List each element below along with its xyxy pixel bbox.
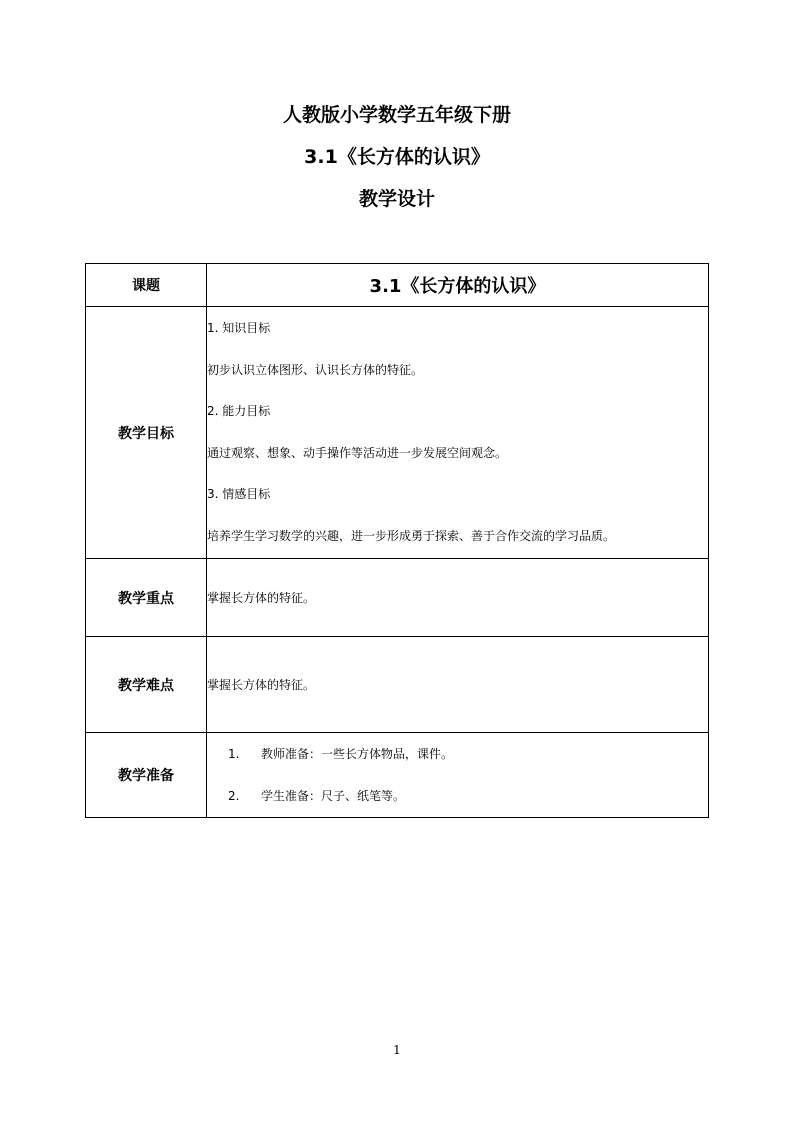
table-row-preparation xyxy=(86,733,709,818)
preparation-cell xyxy=(207,733,709,818)
list-item xyxy=(207,775,708,817)
prep-item-text: 学生准备：尺子、纸笔等。 xyxy=(261,789,406,803)
table-row-goals xyxy=(86,307,709,559)
difficulty-value: 掌握长方体的特征。 xyxy=(207,678,316,692)
key-points-label: 教学重点 xyxy=(86,559,207,637)
document-title-block xyxy=(0,106,794,232)
key-points-value: 掌握长方体的特征。 xyxy=(207,591,316,605)
title-design: 教学设计 xyxy=(358,188,435,210)
table-row-difficulty xyxy=(86,637,709,733)
prep-item-number: 2. xyxy=(228,789,240,803)
goal-emotion-heading: 3. 情感目标 xyxy=(207,487,271,501)
page-number: 1 xyxy=(393,1043,401,1057)
goals-cell xyxy=(207,307,709,559)
goal-knowledge-heading: 1. 知识目标 xyxy=(207,321,271,335)
title-lesson: 3.1《长方体的认识》 xyxy=(304,146,490,168)
list-item xyxy=(207,733,708,775)
key-points-cell xyxy=(207,559,709,637)
preparation-label: 教学准备 xyxy=(86,733,207,818)
topic-cell xyxy=(207,264,709,307)
difficulty-cell xyxy=(207,637,709,733)
goals-label: 教学目标 xyxy=(86,307,207,559)
topic-value: 3.1《长方体的认识》 xyxy=(369,276,546,297)
goal-emotion-text: 培养学生学习数学的兴趣，进一步形成勇于探索、善于合作交流的学习品质。 xyxy=(207,528,616,543)
goal-ability-text: 通过观察、想象、动手操作等活动进一步发展空间观念。 xyxy=(207,445,508,460)
prep-item-text: 教师准备：一些长方体物品，课件。 xyxy=(261,747,454,761)
table-row-key-points xyxy=(86,559,709,637)
lesson-design-table xyxy=(85,263,709,818)
topic-label: 课题 xyxy=(86,264,207,307)
prep-item-number: 1. xyxy=(228,747,240,761)
table-row-topic xyxy=(86,264,709,307)
goal-knowledge-text: 初步认识立体图形、认识长方体的特征。 xyxy=(207,362,424,377)
goal-ability-heading: 2. 能力目标 xyxy=(207,404,271,418)
difficulty-label: 教学难点 xyxy=(86,637,207,733)
title-textbook: 人教版小学数学五年级下册 xyxy=(282,104,511,126)
